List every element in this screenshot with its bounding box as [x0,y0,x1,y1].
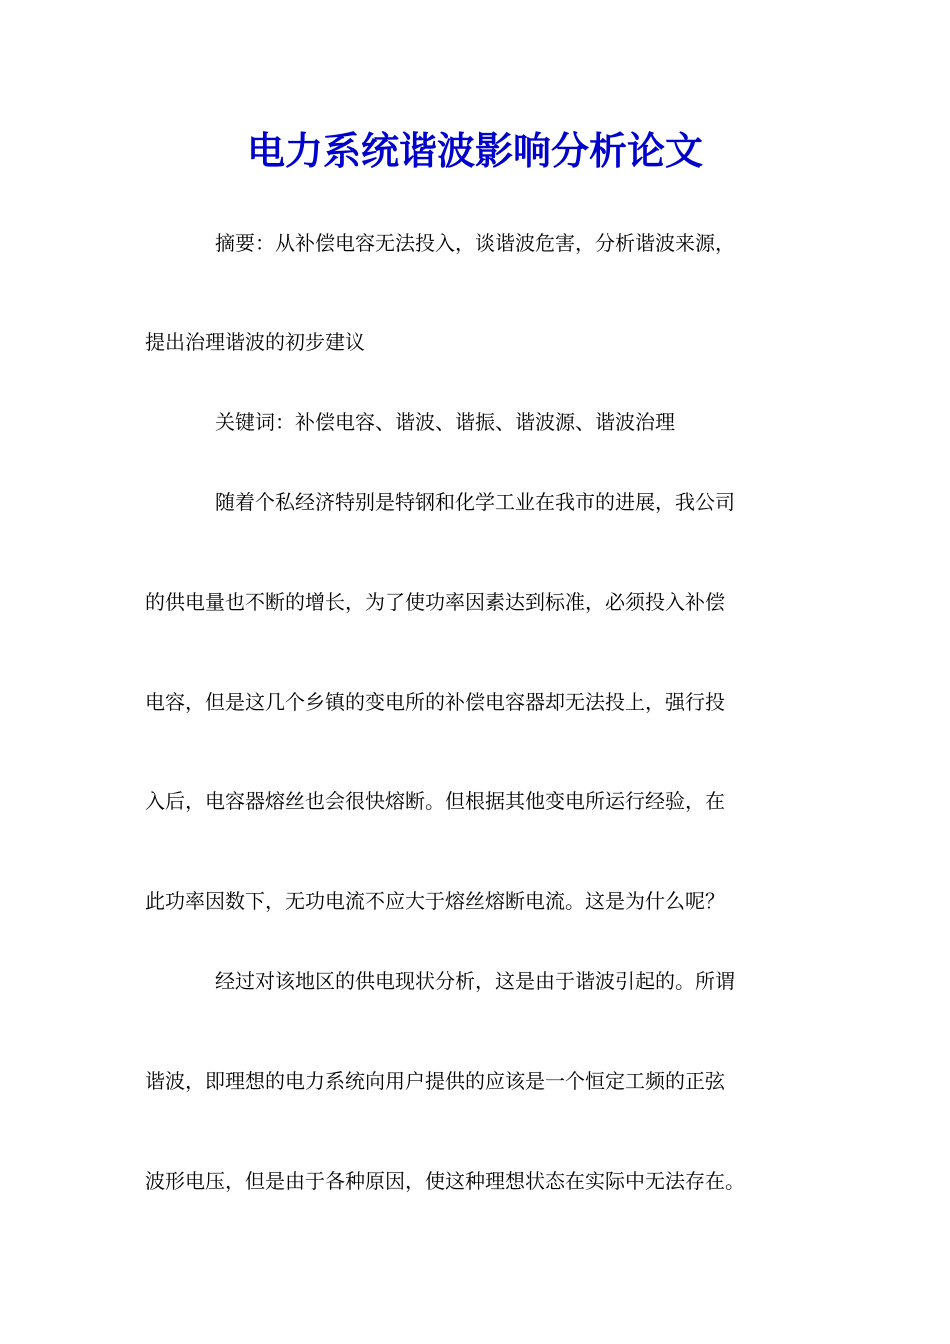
paragraph-2-line-3: 波形电压，但是由于各种原因，使这种理想状态在实际中无法存在。 [145,1169,745,1193]
paragraph-2-line-2: 谐波，即理想的电力系统向用户提供的应该是一个恒定工频的正弦 [145,1069,725,1093]
abstract-line-1: 摘要：从补偿电容无法投入，谈谐波危害，分析谐波来源， [215,231,735,255]
paragraph-1-line-1: 随着个私经济特别是特钢和化学工业在我市的进展，我公司 [215,490,735,514]
abstract-line-2: 提出治理谐波的初步建议 [145,330,365,354]
paragraph-1-line-2: 的供电量也不断的增长，为了使功率因素达到标准，必须投入补偿 [145,590,725,614]
paragraph-1-line-4: 入后，电容器熔丝也会很快熔断。但根据其他变电所运行经验，在 [145,789,725,813]
paragraph-1-line-5: 此功率因数下，无功电流不应大于熔丝熔断电流。这是为什么呢？ [145,889,725,913]
paragraph-1-line-3: 电容，但是这几个乡镇的变电所的补偿电容器却无法投上，强行投 [145,690,725,714]
document-title: 电力系统谐波影响分析论文 [246,128,703,173]
paragraph-2-line-1: 经过对该地区的供电现状分析，这是由于谐波引起的。所谓 [215,969,735,993]
keywords-line: 关键词：补偿电容、谐波、谐振、谐波源、谐波治理 [215,410,675,434]
